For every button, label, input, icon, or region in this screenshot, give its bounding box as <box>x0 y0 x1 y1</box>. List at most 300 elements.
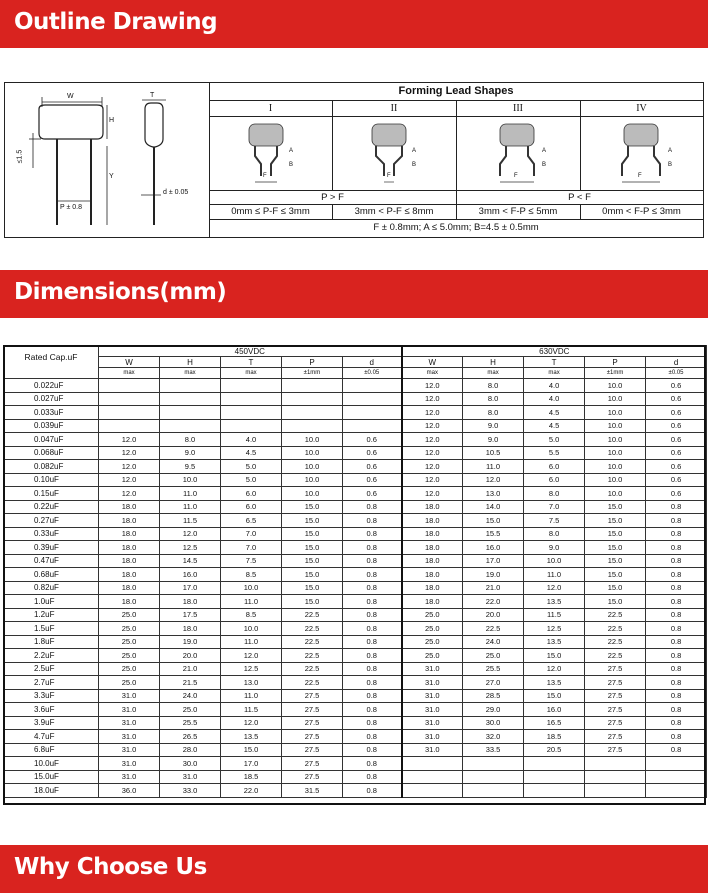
table-cell: 31.0 <box>99 703 160 717</box>
table-cell: 0.8 <box>343 649 402 663</box>
table-cell: 19.0 <box>160 635 221 649</box>
table-row <box>4 635 707 649</box>
table-cell: 18.0 <box>402 554 463 568</box>
h-label: H <box>109 117 115 124</box>
table-cell: 0.8 <box>646 541 707 555</box>
table-cell: 31.0 <box>402 662 463 676</box>
table-row <box>4 379 707 393</box>
table-cell: 0.8 <box>646 676 707 690</box>
table-cell: 27.5 <box>585 662 646 676</box>
table-cell: 12.0 <box>402 419 463 433</box>
table-cell: 31.0 <box>402 716 463 730</box>
condition-p-greater-f: P > F <box>321 192 344 203</box>
table-row <box>4 514 707 528</box>
table-cell: 31.0 <box>99 730 160 744</box>
table-cell: 13.5 <box>524 635 585 649</box>
table-row <box>4 608 707 622</box>
table-cell <box>160 392 221 406</box>
table-cell <box>99 419 160 433</box>
table-cell: 18.0 <box>402 541 463 555</box>
lead-diameter-label: d ± 0.05 <box>163 189 189 196</box>
table-cell: 15.0 <box>282 541 343 555</box>
table-cell: 12.0 <box>99 446 160 460</box>
table-cell: 31.0 <box>99 743 160 757</box>
table-cell: 31.0 <box>99 770 160 784</box>
table-cell: 28.5 <box>463 689 524 703</box>
table-cell: 18.0 <box>99 554 160 568</box>
table-cell: 11.0 <box>524 568 585 582</box>
range-2: 3mm < P-F ≤ 8mm <box>354 206 434 217</box>
shape-column-2 <box>332 100 457 190</box>
shape-column-4 <box>580 100 703 190</box>
table-cell: 12.0 <box>221 649 282 663</box>
table-cell: 15.0 <box>585 527 646 541</box>
table-cell: 31.0 <box>402 703 463 717</box>
column-subheader: max <box>160 368 221 379</box>
table-cell <box>343 379 402 393</box>
column-subheader: ±0.05 <box>646 368 707 379</box>
table-cell: 0.8 <box>343 500 402 514</box>
table-cell: 7.0 <box>221 527 282 541</box>
table-row <box>4 406 707 420</box>
table-cell: 6.0 <box>524 460 585 474</box>
rated-cap-cell: 0.15uF <box>4 487 99 501</box>
table-cell: 18.0 <box>99 581 160 595</box>
table-cell: 0.8 <box>646 743 707 757</box>
table-row <box>4 689 707 703</box>
table-cell: 16.0 <box>524 703 585 717</box>
column-header: H <box>160 357 221 368</box>
table-cell <box>524 784 585 798</box>
table-cell: 15.0 <box>463 514 524 528</box>
table-row <box>4 716 707 730</box>
table-cell: 22.5 <box>585 649 646 663</box>
table-cell: 15.0 <box>585 595 646 609</box>
table-cell <box>585 770 646 784</box>
table-cell: 6.0 <box>524 473 585 487</box>
table-row <box>4 757 707 771</box>
dimensions-table <box>3 345 707 798</box>
table-cell: 30.0 <box>463 716 524 730</box>
table-cell: 0.6 <box>646 487 707 501</box>
table-cell: 22.5 <box>585 635 646 649</box>
table-cell: 31.0 <box>99 757 160 771</box>
table-cell: 25.0 <box>99 622 160 636</box>
table-cell <box>646 770 707 784</box>
table-cell: 15.0 <box>282 568 343 582</box>
table-cell: 0.8 <box>343 757 402 771</box>
table-cell: 27.5 <box>282 689 343 703</box>
table-cell: 0.8 <box>646 514 707 528</box>
rated-cap-cell: 6.8uF <box>4 743 99 757</box>
table-cell: 0.6 <box>646 392 707 406</box>
table-cell: 8.0 <box>524 487 585 501</box>
y-label: Y <box>109 173 114 180</box>
table-cell: 15.0 <box>282 527 343 541</box>
table-cell <box>585 757 646 771</box>
table-cell: 27.5 <box>585 730 646 744</box>
table-cell: 27.5 <box>282 716 343 730</box>
table-cell: 17.0 <box>463 554 524 568</box>
table-cell: 0.8 <box>646 716 707 730</box>
table-row <box>4 487 707 501</box>
table-row <box>4 568 707 582</box>
table-cell <box>343 419 402 433</box>
table-cell: 24.0 <box>463 635 524 649</box>
table-cell: 6.5 <box>221 514 282 528</box>
rated-cap-cell: 2.5uF <box>4 662 99 676</box>
column-subheader: max <box>402 368 463 379</box>
shape-numeral: IV <box>580 101 703 117</box>
dimensions-banner <box>0 270 708 318</box>
table-cell: 12.0 <box>524 581 585 595</box>
table-cell: 18.0 <box>160 622 221 636</box>
table-cell: 11.5 <box>524 608 585 622</box>
rated-cap-cell: 3.3uF <box>4 689 99 703</box>
table-cell: 0.8 <box>646 649 707 663</box>
column-subheader: max <box>221 368 282 379</box>
table-cell: 10.0 <box>160 473 221 487</box>
column-header: d <box>343 357 402 368</box>
table-cell: 18.0 <box>99 595 160 609</box>
condition-p-less-f: P < F <box>568 192 591 203</box>
table-cell: 0.8 <box>646 581 707 595</box>
table-cell: 8.5 <box>221 608 282 622</box>
outline-drawing-heading: Outline Drawing <box>14 9 218 35</box>
table-cell: 0.6 <box>646 446 707 460</box>
rated-cap-cell: 0.33uF <box>4 527 99 541</box>
table-cell: 18.0 <box>402 595 463 609</box>
table-cell: 10.0 <box>585 446 646 460</box>
range-4: 0mm < F-P ≤ 3mm <box>602 206 681 217</box>
table-cell <box>646 757 707 771</box>
rated-cap-cell: 0.047uF <box>4 433 99 447</box>
table-cell: 28.0 <box>160 743 221 757</box>
table-cell: 0.8 <box>343 676 402 690</box>
table-cell: 8.0 <box>463 379 524 393</box>
table-cell: 11.5 <box>221 703 282 717</box>
table-cell: 16.0 <box>160 568 221 582</box>
table-cell: 6.0 <box>221 487 282 501</box>
table-row <box>4 770 707 784</box>
table-cell: 0.8 <box>343 581 402 595</box>
table-cell: 11.5 <box>160 514 221 528</box>
table-cell: 5.0 <box>221 473 282 487</box>
table-cell: 0.8 <box>343 689 402 703</box>
table-cell: 0.8 <box>343 514 402 528</box>
rated-cap-cell: 2.2uF <box>4 649 99 663</box>
shape-4-b-label: B <box>668 162 673 168</box>
rated-cap-cell: 0.082uF <box>4 460 99 474</box>
table-cell: 33.0 <box>160 784 221 798</box>
table-cell: 15.0 <box>524 689 585 703</box>
table-cell: 22.0 <box>221 784 282 798</box>
table-cell <box>463 784 524 798</box>
rated-cap-cell: 0.022uF <box>4 379 99 393</box>
table-row <box>4 743 707 757</box>
shape-4-a-label: A <box>668 148 673 154</box>
table-cell: 0.8 <box>343 608 402 622</box>
table-cell: 12.0 <box>99 487 160 501</box>
table-cell: 10.0 <box>585 433 646 447</box>
table-cell: 31.5 <box>282 784 343 798</box>
table-cell: 22.5 <box>585 622 646 636</box>
table-cell: 31.0 <box>402 689 463 703</box>
column-header: W <box>402 357 463 368</box>
rated-cap-cell: 0.033uF <box>4 406 99 420</box>
table-cell: 12.0 <box>402 446 463 460</box>
table-cell: 20.5 <box>524 743 585 757</box>
table-row <box>4 595 707 609</box>
rated-cap-cell: 0.039uF <box>4 419 99 433</box>
table-row <box>4 419 707 433</box>
table-row <box>4 433 707 447</box>
table-cell: 0.8 <box>646 527 707 541</box>
table-cell: 19.0 <box>463 568 524 582</box>
table-cell: 7.5 <box>221 554 282 568</box>
table-cell: 22.5 <box>282 676 343 690</box>
table-cell: 4.5 <box>524 406 585 420</box>
table-cell: 4.5 <box>221 446 282 460</box>
table-cell: 0.8 <box>646 662 707 676</box>
shape-2-f-label: F <box>387 173 391 179</box>
table-cell: 0.8 <box>646 608 707 622</box>
table-cell: 10.0 <box>221 622 282 636</box>
table-cell: 24.0 <box>160 689 221 703</box>
table-cell: 15.0 <box>585 554 646 568</box>
table-cell: 0.8 <box>343 743 402 757</box>
table-cell: 6.0 <box>221 500 282 514</box>
shape-3-a-label: A <box>542 148 547 154</box>
table-cell: 12.0 <box>463 473 524 487</box>
table-cell: 21.5 <box>160 676 221 690</box>
shape-1-b-label: B <box>289 162 294 168</box>
table-cell: 17.0 <box>160 581 221 595</box>
table-cell: 21.0 <box>160 662 221 676</box>
table-cell: 14.0 <box>463 500 524 514</box>
table-cell: 22.5 <box>282 635 343 649</box>
outline-drawing-panel <box>4 82 704 238</box>
table-cell <box>160 419 221 433</box>
shape-1-f-label: F <box>263 173 267 179</box>
table-cell: 4.5 <box>524 419 585 433</box>
table-cell: 10.0 <box>585 392 646 406</box>
column-header: T <box>221 357 282 368</box>
table-cell: 25.0 <box>402 622 463 636</box>
table-cell <box>99 406 160 420</box>
table-cell: 0.8 <box>646 554 707 568</box>
table-cell: 10.0 <box>585 473 646 487</box>
rated-cap-cell: 1.0uF <box>4 595 99 609</box>
table-cell: 0.6 <box>343 460 402 474</box>
table-cell: 25.0 <box>160 703 221 717</box>
capacitor-outline-svg <box>5 83 209 237</box>
table-cell: 25.0 <box>402 649 463 663</box>
table-cell: 31.0 <box>402 743 463 757</box>
table-cell: 10.0 <box>585 379 646 393</box>
rated-cap-cell: 10.0uF <box>4 757 99 771</box>
table-cell: 32.0 <box>463 730 524 744</box>
table-cell: 8.0 <box>463 406 524 420</box>
table-cell: 22.5 <box>282 622 343 636</box>
column-subheader: max <box>463 368 524 379</box>
table-cell <box>99 379 160 393</box>
lead-shape-1-svg <box>209 116 332 190</box>
rated-cap-cell: 3.9uF <box>4 716 99 730</box>
range-3: 3mm < F-P ≤ 5mm <box>478 206 558 217</box>
table-cell: 10.5 <box>463 446 524 460</box>
shape-3-f-label: F <box>514 173 518 179</box>
shape-4-f-label: F <box>638 173 642 179</box>
table-cell: 15.0 <box>282 554 343 568</box>
table-cell: 13.0 <box>221 676 282 690</box>
rated-cap-cell: 0.068uF <box>4 446 99 460</box>
table-cell: 12.0 <box>402 473 463 487</box>
table-cell: 9.0 <box>463 433 524 447</box>
table-row <box>4 676 707 690</box>
table-cell: 0.8 <box>646 500 707 514</box>
table-cell: 10.0 <box>221 581 282 595</box>
table-cell: 12.0 <box>402 487 463 501</box>
table-cell: 31.0 <box>99 689 160 703</box>
table-cell: 18.0 <box>99 568 160 582</box>
table-cell: 16.5 <box>524 716 585 730</box>
table-cell: 25.0 <box>99 635 160 649</box>
rated-cap-header: Rated Cap.uF <box>4 346 99 379</box>
table-cell: 9.0 <box>463 419 524 433</box>
table-row <box>4 554 707 568</box>
table-cell <box>524 770 585 784</box>
table-cell: 10.0 <box>585 406 646 420</box>
table-cell: 22.5 <box>282 608 343 622</box>
table-cell: 0.8 <box>343 527 402 541</box>
table-cell: 15.0 <box>585 514 646 528</box>
dimensions-heading: Dimensions(mm) <box>14 279 227 305</box>
table-cell: 0.8 <box>343 770 402 784</box>
table-cell: 0.8 <box>646 703 707 717</box>
table-row <box>4 500 707 514</box>
table-cell: 12.0 <box>402 379 463 393</box>
table-cell: 25.0 <box>402 635 463 649</box>
table-cell: 15.0 <box>585 500 646 514</box>
table-cell: 18.0 <box>402 527 463 541</box>
column-subheader: ±1mm <box>282 368 343 379</box>
table-cell <box>343 406 402 420</box>
table-cell: 0.6 <box>343 473 402 487</box>
table-cell: 0.8 <box>343 541 402 555</box>
lead-length-label: ≤1.5 <box>16 149 24 164</box>
why-choose-heading: Why Choose Us <box>14 854 207 880</box>
table-cell <box>343 392 402 406</box>
table-cell: 10.0 <box>282 473 343 487</box>
rated-cap-cell: 0.39uF <box>4 541 99 555</box>
table-cell: 27.5 <box>585 743 646 757</box>
table-cell: 18.0 <box>160 595 221 609</box>
table-cell: 0.8 <box>343 784 402 798</box>
table-cell: 15.0 <box>282 595 343 609</box>
table-cell: 31.0 <box>99 716 160 730</box>
rated-cap-cell: 18.0uF <box>4 784 99 798</box>
table-cell: 27.5 <box>585 716 646 730</box>
column-header: P <box>282 357 343 368</box>
table-cell: 33.5 <box>463 743 524 757</box>
table-cell: 22.0 <box>463 595 524 609</box>
w-label: W <box>67 93 74 100</box>
table-cell: 9.0 <box>524 541 585 555</box>
table-cell: 11.0 <box>160 487 221 501</box>
table-cell <box>160 406 221 420</box>
table-cell: 27.5 <box>282 770 343 784</box>
capacitor-drawing <box>5 83 210 237</box>
table-cell: 0.8 <box>343 662 402 676</box>
tolerance-note: F ± 0.8mm; A ≤ 5.0mm; B=4.5 ± 0.5mm <box>373 222 539 233</box>
table-cell <box>282 419 343 433</box>
table-cell: 12.0 <box>402 392 463 406</box>
table-cell: 0.8 <box>343 635 402 649</box>
table-cell: 22.5 <box>282 662 343 676</box>
table-cell: 27.5 <box>282 703 343 717</box>
table-cell: 18.0 <box>99 500 160 514</box>
lead-shape-3-svg <box>456 116 580 190</box>
table-cell: 0.8 <box>343 716 402 730</box>
table-cell: 22.5 <box>585 608 646 622</box>
table-cell: 10.0 <box>524 554 585 568</box>
rated-cap-cell: 15.0uF <box>4 770 99 784</box>
rated-cap-cell: 3.6uF <box>4 703 99 717</box>
table-cell <box>160 379 221 393</box>
table-cell: 0.6 <box>646 379 707 393</box>
table-row <box>4 784 707 798</box>
table-cell: 10.0 <box>585 460 646 474</box>
pitch-label: P ± 0.8 <box>60 204 83 211</box>
table-cell <box>402 770 463 784</box>
table-cell <box>282 406 343 420</box>
table-cell: 31.0 <box>402 730 463 744</box>
table-row <box>4 392 707 406</box>
table-cell: 7.0 <box>524 500 585 514</box>
table-cell: 0.6 <box>646 433 707 447</box>
table-cell: 15.0 <box>221 743 282 757</box>
table-cell: 25.0 <box>99 608 160 622</box>
table-cell: 10.0 <box>282 433 343 447</box>
table-cell: 0.8 <box>646 568 707 582</box>
table-row <box>4 473 707 487</box>
voltage-630-header: 630VDC <box>402 346 707 357</box>
table-cell: 15.0 <box>282 581 343 595</box>
table-cell: 0.8 <box>646 622 707 636</box>
table-cell: 25.5 <box>160 716 221 730</box>
table-cell: 18.0 <box>402 568 463 582</box>
table-cell: 31.0 <box>160 770 221 784</box>
table-cell: 27.5 <box>585 676 646 690</box>
rated-cap-cell: 0.27uF <box>4 514 99 528</box>
shape-2-a-label: A <box>412 148 417 154</box>
table-cell: 20.0 <box>463 608 524 622</box>
table-cell: 8.5 <box>221 568 282 582</box>
table-cell: 4.0 <box>524 379 585 393</box>
table-cell: 18.0 <box>99 541 160 555</box>
table-cell <box>282 392 343 406</box>
table-cell: 25.0 <box>99 662 160 676</box>
table-cell: 12.5 <box>221 662 282 676</box>
forming-lead-shapes-title: Forming Lead Shapes <box>209 83 703 101</box>
table-cell: 26.5 <box>160 730 221 744</box>
table-cell: 27.5 <box>282 757 343 771</box>
table-cell: 14.5 <box>160 554 221 568</box>
table-cell: 0.8 <box>343 554 402 568</box>
voltage-450-header: 450VDC <box>99 346 402 357</box>
table-cell: 31.0 <box>402 676 463 690</box>
